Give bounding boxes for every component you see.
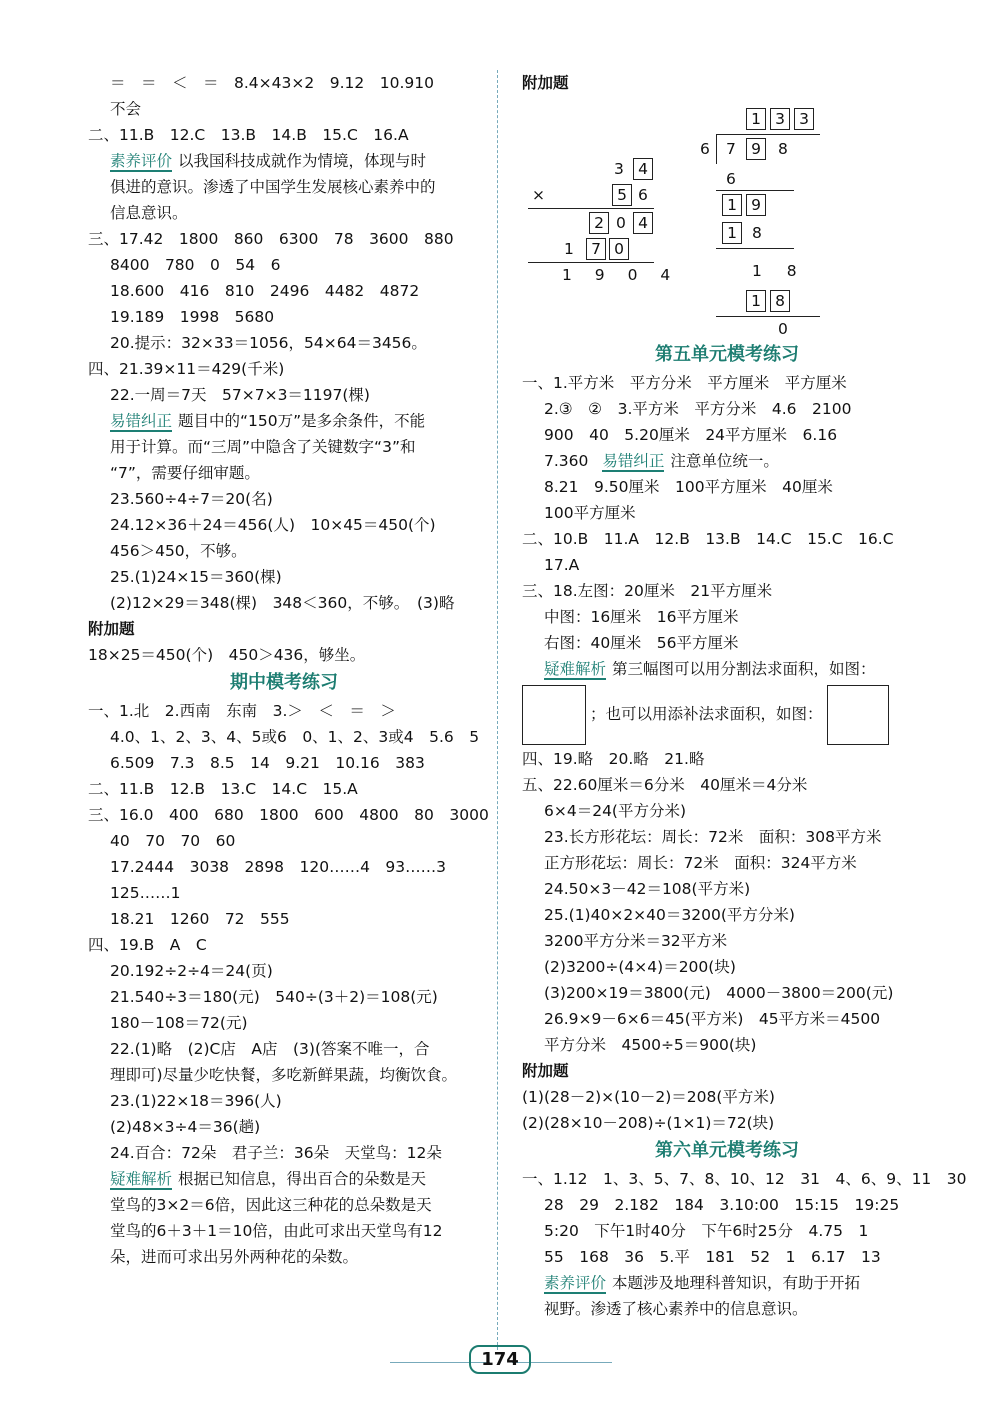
div-box: 8 (770, 290, 790, 312)
answer-text: 40 70 70 60 (110, 832, 236, 850)
answer-text: 26.9×9－6×6＝45(平方米) 45平方米＝4500 (544, 1010, 881, 1028)
answer-text: 24.百合：72朵 君子兰：36朵 天堂鸟：12朵 (110, 1144, 442, 1162)
div-digit: 6 (726, 170, 736, 188)
div-digit: 8 (778, 140, 788, 158)
answer-text: 一、1.平方米 平方分米 平方厘米 平方厘米 (522, 374, 847, 392)
answer-text: 注意单位统一。 (670, 452, 779, 470)
answer-text: 3200平方分米＝32平方米 (544, 932, 728, 950)
div-box: 1 (746, 290, 766, 312)
answer-text: 7.360 (544, 452, 589, 470)
div-box: 1 (722, 194, 742, 216)
answer-line (88, 1218, 480, 1244)
answer-text: 19.189 1998 5680 (110, 308, 275, 326)
answer-line (88, 880, 480, 906)
answer-text: 25.(1)40×2×40＝3200(平方分米) (544, 906, 795, 924)
answer-line (88, 1192, 480, 1218)
answer-text: (1)(28－2)×(10－2)＝208(平方米) (522, 1088, 775, 1106)
answer-line (522, 578, 932, 604)
rule (528, 262, 654, 263)
answer-line (88, 174, 480, 200)
rule (528, 208, 654, 209)
div-box: 1 (722, 222, 742, 244)
answer-text: (2)3200÷(4×4)＝200(块) (544, 958, 736, 976)
answer-line (522, 902, 932, 928)
answer-line (88, 200, 480, 226)
rule (716, 134, 820, 135)
answer-line (522, 474, 932, 500)
answer-text: 右图：40厘米 56平方厘米 (544, 634, 739, 652)
answer-line (88, 616, 480, 642)
answer-line (522, 1296, 932, 1322)
mult-box: 2 (589, 212, 609, 234)
answer-line (522, 1110, 932, 1136)
answer-line (522, 954, 932, 980)
answer-line (522, 552, 932, 578)
answer-line (88, 1088, 480, 1114)
answer-line (88, 148, 480, 174)
answer-text: 22.(1)略 (2)C店 A店 (3)(答案不唯一，合 (110, 1040, 430, 1058)
answer-line (88, 122, 480, 148)
answer-text: 一、1.12 1、3、5、7、8、10、12 31 4、6、9、11 30 (522, 1170, 967, 1188)
answer-text: 8400 780 0 54 6 (110, 256, 281, 274)
answer-text: 四、21.39×11＝429(千米) (88, 360, 285, 378)
answer-line (88, 802, 489, 828)
answer-line (88, 434, 480, 460)
answer-line (522, 448, 932, 474)
answer-line (522, 604, 932, 630)
answer-line (522, 1166, 967, 1192)
answer-line (88, 906, 480, 932)
section-heading: 第六单元模考练习 (655, 1140, 799, 1161)
answer-text: (2)12×29＝348(棵) 348＜360，不够。 (3)略 (110, 594, 455, 612)
answer-line (88, 252, 480, 278)
answer-text: 180－108＝72(元) (110, 1014, 248, 1032)
answer-text: 二、11.B 12.C 13.B 14.B 15.C 16.A (88, 126, 409, 144)
answer-text: 俱进的意识。渗透了中国学生发展核心素养中的 (110, 178, 436, 196)
answer-text: 视野。渗透了核心素养中的信息意识。 (544, 1300, 808, 1318)
answer-text: 四、19.略 20.略 21.略 (522, 750, 705, 768)
answer-line (88, 304, 480, 330)
answer-line (88, 1140, 480, 1166)
answer-line (88, 750, 480, 776)
answer-line (88, 698, 480, 724)
answer-line (88, 512, 480, 538)
answer-line (88, 330, 480, 356)
answer-text: 朵，进而可求出另外两种花的朵数。 (110, 1248, 359, 1266)
answer-text: 信息意识。 (110, 204, 188, 222)
mult-box: 5 (612, 184, 632, 206)
answer-line (88, 1244, 480, 1270)
div-digit: 7 (726, 140, 736, 158)
left-column (88, 70, 489, 1270)
answer-text: 18.600 416 810 2496 4482 4872 (110, 282, 420, 300)
answer-line (88, 1010, 480, 1036)
answer-line (522, 1218, 932, 1244)
answer-text: 900 40 5.20厘米 24平方厘米 6.16 (544, 426, 838, 444)
answer-line (88, 984, 480, 1010)
answer-text: 五、22.60厘米＝6分米 40厘米＝4分米 (522, 776, 808, 794)
answer-line (522, 1192, 932, 1218)
answer-line (88, 854, 480, 880)
answer-text: 第三幅图可以用分割法求面积，如图： (612, 660, 876, 678)
answer-line (88, 958, 480, 984)
right-column (522, 70, 967, 1322)
mult-box: 0 (609, 238, 629, 260)
section-heading: 第五单元模考练习 (655, 344, 799, 365)
page-footer (0, 1345, 1000, 1374)
answer-text: 二、11.B 12.B 13.C 14.C 15.A (88, 780, 358, 798)
div-box: 1 (746, 108, 766, 130)
answer-line (522, 850, 932, 876)
answer-text: 本题涉及地理科普知识，有助于开拓 (612, 1274, 861, 1292)
answer-text: 20.提示：32×33＝1056，54×64＝3456。 (110, 334, 427, 352)
mult-digit: 6 (638, 186, 648, 204)
answer-line (88, 1062, 480, 1088)
split-figure (522, 685, 586, 745)
answer-line (522, 500, 932, 526)
answer-line (522, 1032, 932, 1058)
mult-result: 1 9 0 4 (562, 266, 680, 284)
answer-text: 25.(1)24×15＝360(棵) (110, 568, 282, 586)
answer-line (522, 746, 932, 772)
answer-line (88, 382, 480, 408)
answer-line (88, 1114, 480, 1140)
answer-text: 二、10.B 11.A 12.B 13.B 14.C 15.C 16.C (522, 530, 894, 548)
fill-figure (827, 685, 889, 745)
answer-line (88, 828, 480, 854)
answer-text: 以我国科技成就作为情境，体现与时 (178, 152, 427, 170)
answer-text: 平方分米 4500÷5＝900(块) (544, 1036, 757, 1054)
answer-line (88, 460, 480, 486)
answer-line (88, 356, 480, 382)
answer-line (88, 538, 480, 564)
mult-digit: 0 (616, 214, 626, 232)
answer-line (522, 980, 932, 1006)
answer-text: (3)200×19＝3800(元) 4000－3800＝200(元) (544, 984, 894, 1002)
answer-text: 5:20 下午1时40分 下午6时25分 4.75 1 (544, 1222, 869, 1240)
answer-line (88, 564, 480, 590)
div-box: 3 (770, 108, 790, 130)
answer-line (522, 70, 932, 96)
answer-line (522, 1006, 932, 1032)
answer-text: 23.560÷4÷7＝20(名) (110, 490, 273, 508)
answer-line (88, 70, 480, 96)
answer-line (522, 798, 932, 824)
answer-line (522, 630, 932, 656)
note-tag: 疑难解析 (544, 660, 607, 678)
answer-line (522, 656, 932, 682)
answer-line (522, 1058, 932, 1084)
answer-text: 22.一周＝7天 57×7×3＝1197(棵) (110, 386, 370, 404)
answer-text: 100平方厘米 (544, 504, 636, 522)
answer-text: 21.540÷3＝180(元) 540÷(3＋2)＝108(元) (110, 988, 438, 1006)
answer-text: 23.(1)22×18＝396(人) (110, 1092, 282, 1110)
answer-text: 456＞450，不够。 (110, 542, 247, 560)
page-number: 174 (469, 1345, 531, 1374)
answer-text: 中图：16厘米 16平方厘米 (544, 608, 739, 626)
answer-text: 18×25＝450(个) 450＞436，够坐。 (88, 646, 366, 664)
answer-line (522, 526, 932, 552)
answer-text: 不会 (110, 100, 142, 118)
column-divider (497, 70, 498, 1350)
answer-text: 理即可)尽量少吃快餐，多吃新鲜果蔬，均衡饮食。 (110, 1066, 458, 1084)
answer-line (522, 396, 932, 422)
answer-line (522, 1270, 932, 1296)
answer-line (88, 408, 480, 434)
mult-digit: 1 (564, 240, 574, 258)
rule (716, 190, 794, 191)
answer-text: 24.12×36＋24＝456(人) 10×45＝450(个) (110, 516, 436, 534)
answer-text: ；也可以用添补法求面积，如图： (590, 705, 823, 723)
answer-text: 23.长方形花坛：周长：72米 面积：308平方米 (544, 828, 882, 846)
answer-text: 4.0、1、2、3、4、5或6 0、1、2、3或4 5.6 5 (110, 728, 480, 746)
answer-line (88, 226, 480, 252)
answer-line (522, 1244, 932, 1270)
answer-text: 题目中的“150万”是多余条件，不能 (178, 412, 426, 430)
answer-text: (2)48×3÷4＝36(趟) (110, 1118, 261, 1136)
answer-line (88, 96, 480, 122)
div-digit: 8 (752, 224, 762, 242)
answer-text: 堂鸟的3×2＝6倍，因此这三种花的总朵数是天 (110, 1196, 432, 1214)
answer-line (522, 772, 932, 798)
answer-text: 17.2444 3038 2898 120……4 93……3 (110, 858, 447, 876)
mult-digit: 3 (614, 160, 624, 178)
answer-line (88, 1036, 480, 1062)
answer-text: 用于计算。而“三周”中隐含了关键数字“3”和 (110, 438, 416, 456)
note-tag: 素养评价 (110, 152, 173, 170)
mult-box: 7 (586, 238, 606, 260)
answer-text: 一、1.北 2.西南 东南 3.＞ ＜ ＝ ＞ (88, 702, 396, 720)
answer-line (88, 724, 480, 750)
answer-line (522, 682, 932, 746)
div-box: 9 (746, 194, 766, 216)
answer-line (88, 642, 480, 668)
answer-text: ＝ ＝ ＜ ＝ 8.4×43×2 9.12 10.910 (110, 74, 434, 92)
answer-text: 四、19.B A C (88, 936, 207, 954)
answer-line (88, 278, 480, 304)
answer-line (88, 932, 480, 958)
answer-text: 20.192÷2÷4＝24(页) (110, 962, 273, 980)
answer-line (522, 876, 932, 902)
answer-text: 堂鸟的6＋3＋1＝10倍，由此可求出天堂鸟有12 (110, 1222, 443, 1240)
answer-line (88, 590, 480, 616)
answer-text: 三、16.0 400 680 1800 600 4800 80 3000 (88, 806, 489, 824)
note-tag: 素养评价 (544, 1274, 607, 1292)
answer-text: 24.50×3－42＝108(平方米) (544, 880, 751, 898)
note-tag: 易错纠正 (110, 412, 173, 430)
div-box: 3 (794, 108, 814, 130)
answer-text: 17.A (544, 556, 580, 574)
answer-text: 6.509 7.3 8.5 14 9.21 10.16 383 (110, 754, 425, 772)
answer-line (88, 486, 480, 512)
rule (716, 316, 820, 317)
rule (716, 248, 794, 249)
answer-line (522, 1084, 932, 1110)
answer-text: 附加题 (522, 74, 569, 92)
answer-text: 8.21 9.50厘米 100平方厘米 40厘米 (544, 478, 833, 496)
answer-text: 正方形花坛：周长：72米 面积：324平方米 (544, 854, 857, 872)
answer-text: 18.21 1260 72 555 (110, 910, 290, 928)
div-box: 9 (746, 138, 766, 160)
answer-text: 附加题 (522, 1062, 569, 1080)
div-digit: 1 8 (752, 262, 807, 280)
answer-line (522, 928, 932, 954)
answer-text: 2.③ ② 3.平方米 平方分米 4.6 2100 (544, 400, 852, 418)
answer-text: 28 29 2.182 184 3.10:00 15:15 19:25 (544, 1196, 900, 1214)
answer-text: 附加题 (88, 620, 135, 638)
answer-line (522, 824, 932, 850)
answer-text: 6×4＝24(平方分米) (544, 802, 687, 820)
answer-line (88, 776, 480, 802)
answer-text: 125……1 (110, 884, 181, 902)
answer-text: 三、18.左图：20厘米 21平方厘米 (522, 582, 773, 600)
answer-text: 55 168 36 5.平 181 52 1 6.17 13 (544, 1248, 881, 1266)
answer-text: 三、17.42 1800 860 6300 78 3600 880 (88, 230, 454, 248)
answer-text: (2)(28×10－208)÷(1×1)＝72(块) (522, 1114, 775, 1132)
note-tag: 易错纠正 (602, 452, 665, 470)
answer-text: 根据已知信息，得出百合的朵数是天 (178, 1170, 427, 1188)
div-remainder: 0 (778, 320, 788, 338)
section-heading: 期中模考练习 (230, 672, 338, 693)
answer-line (522, 370, 932, 396)
note-tag: 疑难解析 (110, 1170, 173, 1188)
answer-line (88, 1166, 480, 1192)
answer-line (522, 422, 932, 448)
mult-box: 4 (633, 158, 653, 180)
mult-box: 4 (633, 212, 653, 234)
div-divisor: 6 (700, 140, 710, 158)
answer-text: “7”，需要仔细审题。 (110, 464, 260, 482)
mult-sign: × (532, 186, 545, 204)
